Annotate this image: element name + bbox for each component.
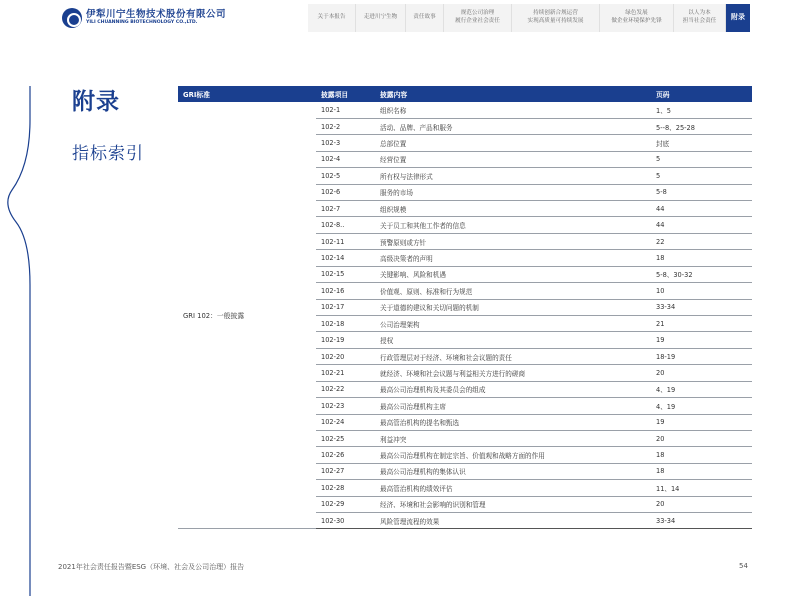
nav-item-governance[interactable]: 规范公司治理 履行企业社会责任	[444, 4, 512, 32]
disclosure-content-cell: 经营位置	[375, 151, 651, 167]
column-header: 披露内容	[375, 86, 651, 102]
disclosure-item-cell: 102-6	[316, 184, 375, 200]
disclosure-item-cell: 102-19	[316, 332, 375, 348]
company-logo-icon	[62, 8, 82, 28]
page-ref-cell: 18-19	[651, 348, 752, 364]
gri-index-table	[178, 86, 752, 529]
disclosure-content-cell: 服务的市场	[375, 184, 651, 200]
disclosure-content-cell: 公司治理架构	[375, 315, 651, 331]
disclosure-content-cell: 预警原则或方针	[375, 233, 651, 249]
disclosure-content-cell: 授权	[375, 332, 651, 348]
column-header: 披露项目	[316, 86, 375, 102]
disclosure-item-cell: 102-21	[316, 365, 375, 381]
page-subtitle: 指标索引	[72, 144, 144, 164]
disclosure-content-cell: 价值观、原则、标准和行为规范	[375, 283, 651, 299]
page-header	[58, 4, 750, 32]
page-ref-cell: 5--8、25-28	[651, 118, 752, 134]
page-ref-cell: 33-34	[651, 513, 752, 529]
gri-standard-cell: GRI 102：一般披露	[178, 102, 316, 529]
disclosure-item-cell: 102-26	[316, 447, 375, 463]
nav-item-about-report[interactable]: 关于本报告	[308, 4, 356, 32]
page-title: 附录	[72, 89, 120, 115]
disclosure-item-cell: 102-25	[316, 430, 375, 446]
page-ref-cell: 18	[651, 463, 752, 479]
column-header: GRI标准	[178, 86, 316, 102]
disclosure-content-cell: 风险管理流程的效果	[375, 513, 651, 529]
disclosure-content-cell: 所有权与法律形式	[375, 168, 651, 184]
page-ref-cell: 5-8	[651, 184, 752, 200]
page-ref-cell: 5	[651, 168, 752, 184]
page-ref-cell: 19	[651, 414, 752, 430]
disclosure-item-cell: 102-11	[316, 233, 375, 249]
disclosure-content-cell: 关于道德的建议和关切问题的机制	[375, 299, 651, 315]
section-nav	[308, 4, 750, 32]
disclosure-item-cell: 102-1	[316, 102, 375, 118]
nav-item-appendix[interactable]: 附录	[726, 4, 750, 32]
page-ref-cell: 10	[651, 283, 752, 299]
disclosure-item-cell: 102-28	[316, 480, 375, 496]
disclosure-item-cell: 102-22	[316, 381, 375, 397]
page-ref-cell: 封底	[651, 135, 752, 151]
disclosure-content-cell: 最高管治机构的提名和甄选	[375, 414, 651, 430]
disclosure-item-cell: 102-5	[316, 168, 375, 184]
disclosure-content-cell: 利益冲突	[375, 430, 651, 446]
disclosure-content-cell: 就经济、环境和社会议题与利益相关方进行的磋商	[375, 365, 651, 381]
page-ref-cell: 21	[651, 315, 752, 331]
disclosure-content-cell: 最高公司治理机构的集体认识	[375, 463, 651, 479]
page-ref-cell: 1、5	[651, 102, 752, 118]
nav-item-green[interactable]: 绿色发展 做企业环境保护先锋	[600, 4, 674, 32]
disclosure-item-cell: 102-4	[316, 151, 375, 167]
disclosure-content-cell: 总部位置	[375, 135, 651, 151]
disclosure-item-cell: 102-23	[316, 398, 375, 414]
page-ref-cell: 19	[651, 332, 752, 348]
company-name-cn: 伊犁川宁生物技术股份有限公司	[86, 8, 227, 20]
disclosure-content-cell: 最高公司治理机构主席	[375, 398, 651, 414]
page-ref-cell: 33-34	[651, 299, 752, 315]
page-ref-cell: 5-8、30-32	[651, 266, 752, 282]
disclosure-item-cell: 102-14	[316, 250, 375, 266]
company-name-en: YILI CHUANNING BIOTECHNOLOGY CO.,LTD.	[86, 20, 198, 26]
disclosure-content-cell: 最高公司治理机构在制定宗旨、价值观和战略方面的作用	[375, 447, 651, 463]
disclosure-item-cell: 102-7	[316, 201, 375, 217]
page-ref-cell: 4、19	[651, 398, 752, 414]
disclosure-item-cell: 102-30	[316, 513, 375, 529]
page-ref-cell: 18	[651, 250, 752, 266]
disclosure-item-cell: 102-29	[316, 496, 375, 512]
disclosure-item-cell: 102-8..	[316, 217, 375, 233]
disclosure-item-cell: 102-15	[316, 266, 375, 282]
nav-item-people[interactable]: 以人为本 担当社会责任	[674, 4, 726, 32]
page-ref-cell: 11、14	[651, 480, 752, 496]
page-ref-cell: 20	[651, 365, 752, 381]
disclosure-content-cell: 组织名称	[375, 102, 651, 118]
disclosure-item-cell: 102-3	[316, 135, 375, 151]
disclosure-content-cell: 关于员工和其他工作者的信息	[375, 217, 651, 233]
table-header-row	[178, 86, 752, 102]
footer-report-title: 2021年社会责任报告暨ESG（环境、社会及公司治理）报告	[58, 563, 245, 571]
page-ref-cell: 22	[651, 233, 752, 249]
page-ref-cell: 4、19	[651, 381, 752, 397]
disclosure-content-cell: 高级决策者的声明	[375, 250, 651, 266]
disclosure-content-cell: 关键影响、风险和机遇	[375, 266, 651, 282]
disclosure-content-cell: 活动、品牌、产品和服务	[375, 118, 651, 134]
disclosure-content-cell: 最高公司治理机构及其委员会的组成	[375, 381, 651, 397]
page-ref-cell: 20	[651, 496, 752, 512]
page-ref-cell: 18	[651, 447, 752, 463]
page-ref-cell: 44	[651, 217, 752, 233]
disclosure-content-cell: 经济、环境和社会影响的识别和管理	[375, 496, 651, 512]
disclosure-content-cell: 最高管治机构的绩效评估	[375, 480, 651, 496]
disclosure-item-cell: 102-18	[316, 315, 375, 331]
table-body	[178, 102, 752, 529]
nav-item-about-company[interactable]: 走进川宁生物	[356, 4, 406, 32]
disclosure-content-cell: 组织规模	[375, 201, 651, 217]
table-row	[178, 102, 752, 118]
disclosure-item-cell: 102-16	[316, 283, 375, 299]
page-ref-cell: 44	[651, 201, 752, 217]
disclosure-item-cell: 102-17	[316, 299, 375, 315]
disclosure-item-cell: 102-20	[316, 348, 375, 364]
company-logo[interactable]	[58, 4, 308, 32]
nav-item-innovation[interactable]: 持续创新合规运营 实现高质量可持续发展	[512, 4, 600, 32]
page-ref-cell: 5	[651, 151, 752, 167]
nav-item-stories[interactable]: 责任故事	[406, 4, 444, 32]
disclosure-content-cell: 行政管理层对于经济、环境和社会议题的责任	[375, 348, 651, 364]
page-ref-cell: 20	[651, 430, 752, 446]
column-header: 页码	[651, 86, 752, 102]
disclosure-item-cell: 102-24	[316, 414, 375, 430]
page-number: 54	[739, 562, 748, 570]
disclosure-item-cell: 102-27	[316, 463, 375, 479]
disclosure-item-cell: 102-2	[316, 118, 375, 134]
